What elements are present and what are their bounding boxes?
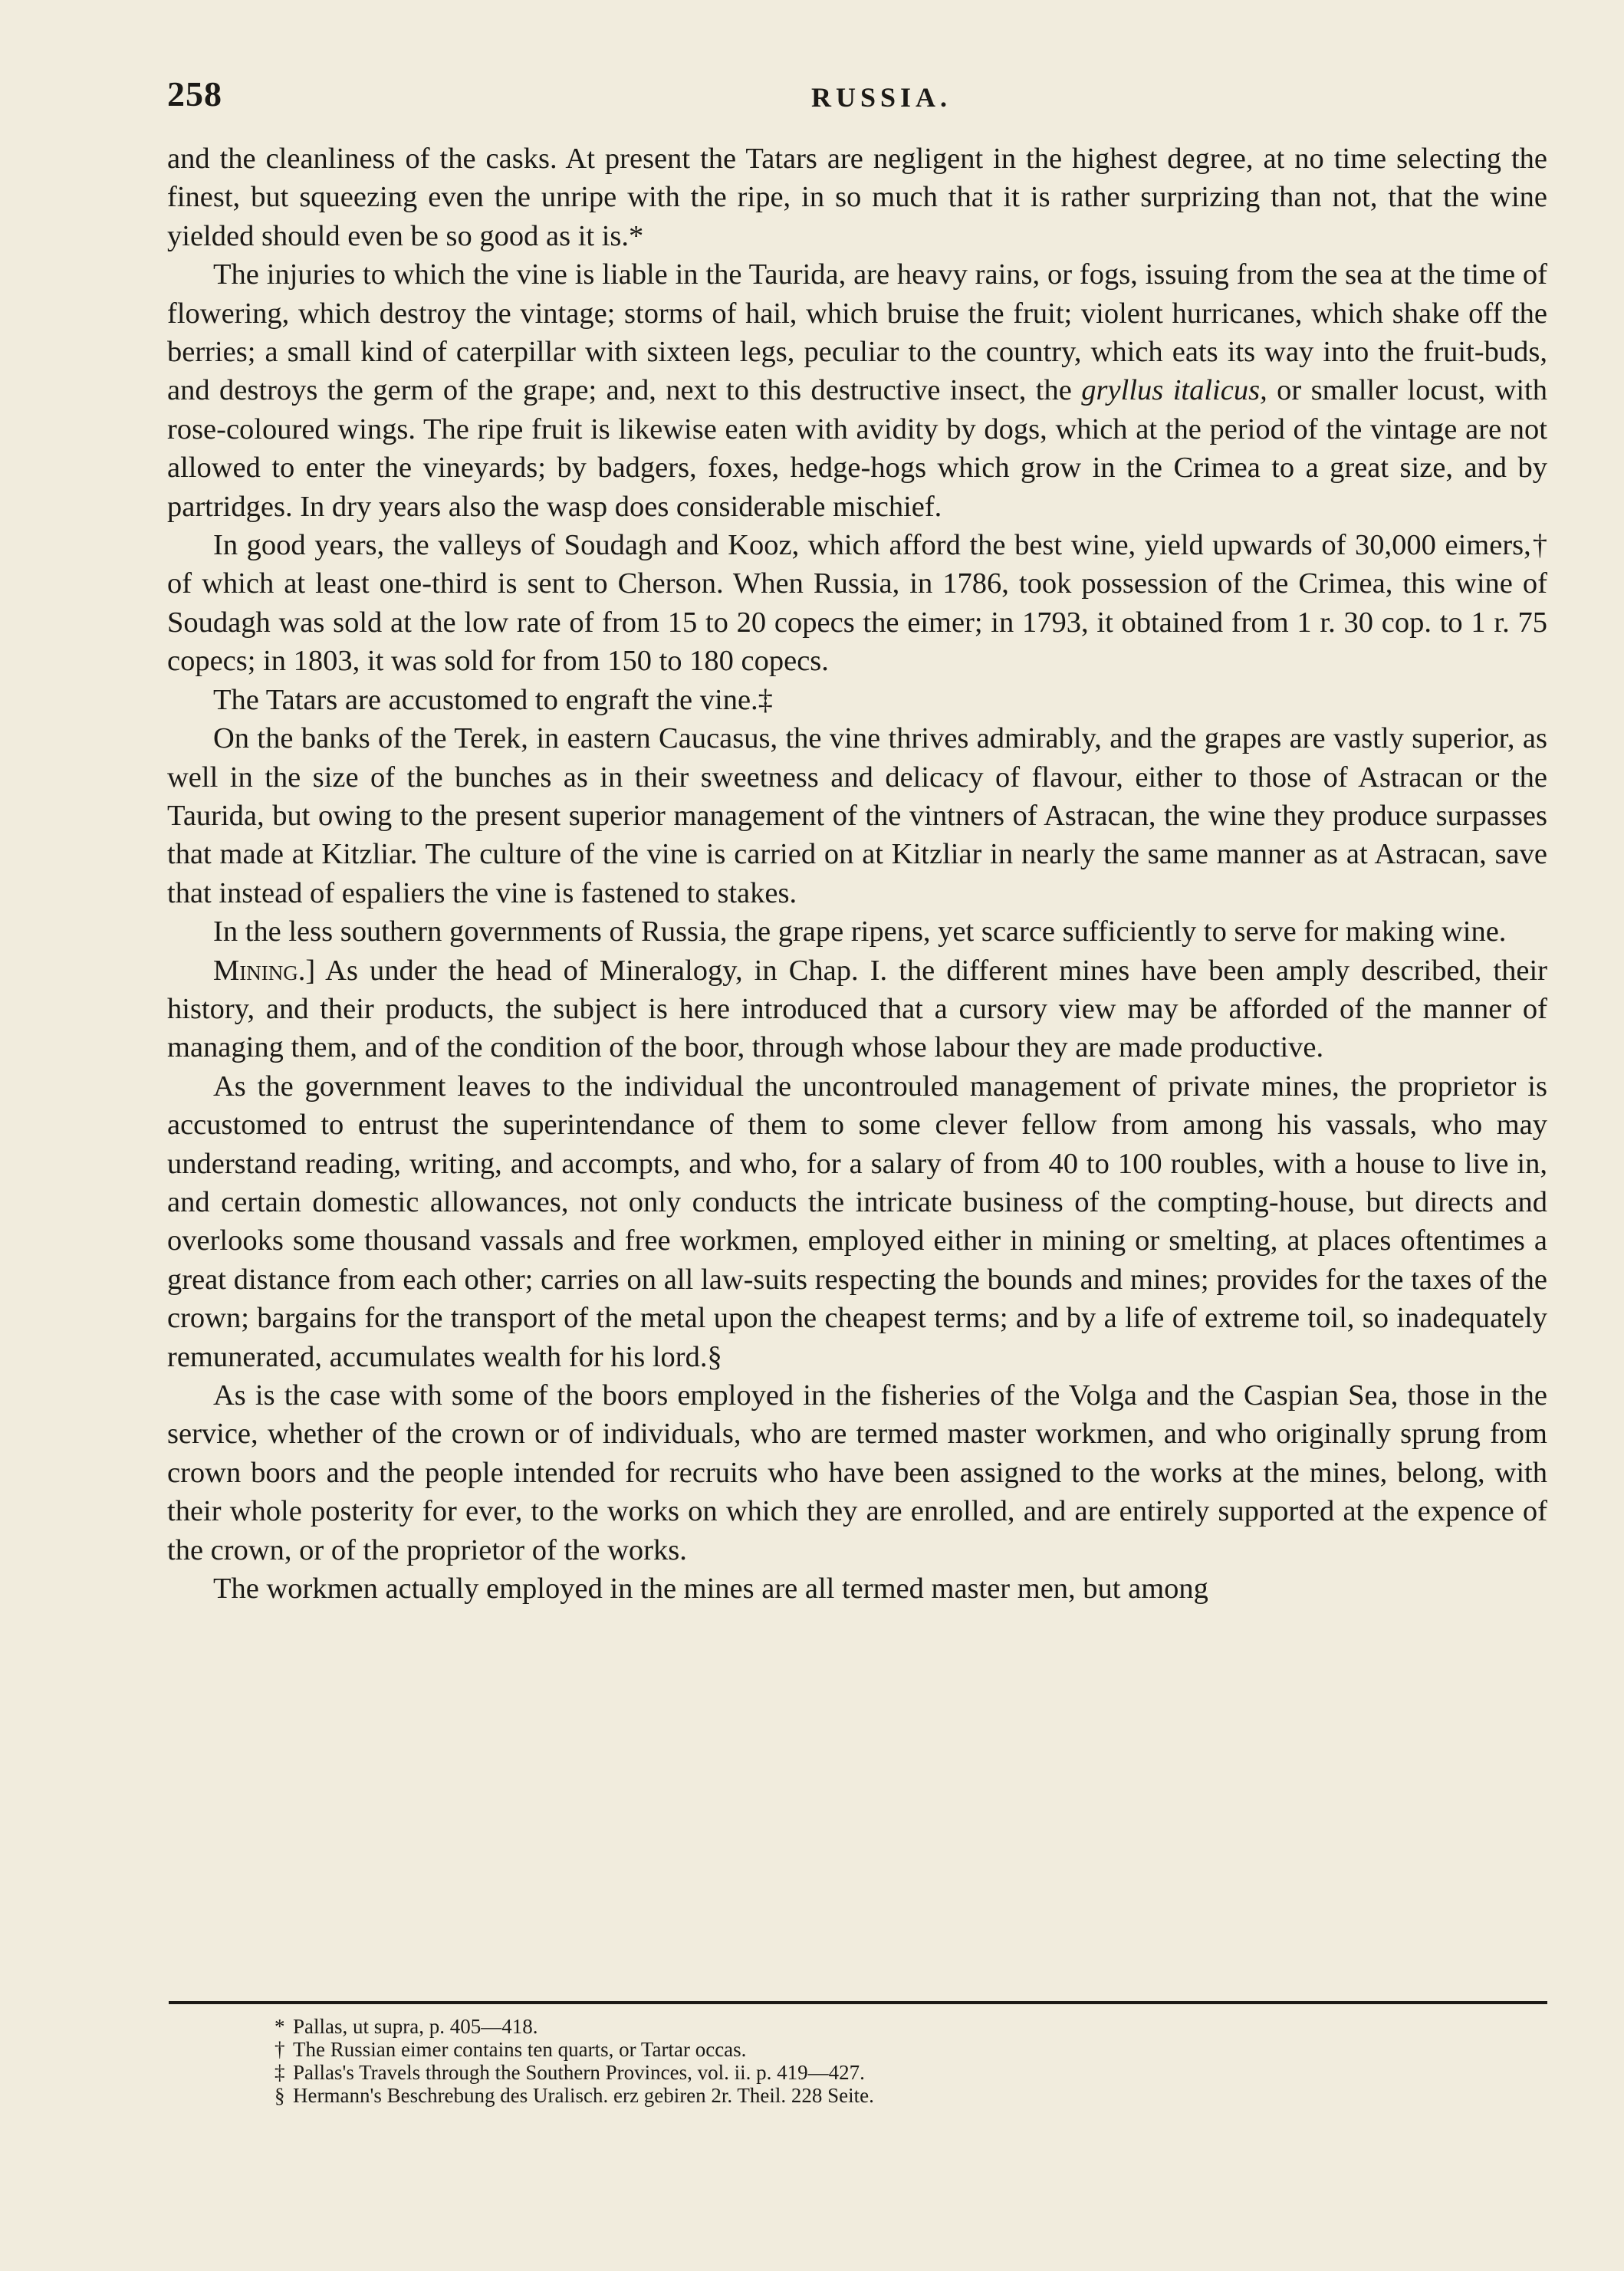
paragraph-2 [167, 255, 1547, 526]
paragraph-3: In good years, the valleys of Soudagh and Kooz, which afford the best wine, yield upwards of 30,000 eimers,† of which at least one-third is sent to Cherson. When Russia, in 1786, took possession of the Crimea, this wine of Soudagh was sold at the low rate of from 15 to 20 copecs the eimer; in 1793, it obtained from 1 r. 30 cop. to 1 r. 75 copecs; in 1803, it was sold for from 150 to 180 copecs. [167, 529, 1547, 678]
paragraph-10: The workmen actually employed in the mines are all termed master men, but among [213, 1573, 1208, 1605]
footnote-mark: * [275, 2015, 285, 2038]
paragraph-7-text: As under the head of Mineralogy, in Chap. I. the different mines have been amply described, their history, and their products, the subject is here introduced that a cursory view may be afforded of the manner of managing them, and of the condition of the boor, through whose labour they are made productive. [167, 954, 1547, 1064]
footnotes [275, 2015, 1425, 2107]
footnote-4 [275, 2084, 1425, 2107]
footnote-text: Pallas, ut supra, p. 405—418. [293, 2015, 538, 2038]
footnote-2 [275, 2038, 1425, 2061]
paragraph-2-text-a: The injuries to which the vine is liable in the Taurida, are heavy rains, or fogs, issuing from the sea at the time of flowering, which destroy the vintage; storms of hail, which bruise the fruit; violent hurricanes, which shake off the berries; a small kind of caterpillar with sixteen legs, peculiar to the country, which eats its way into the fruit-buds, and destroys the germ of the grape; and, next to this destructive insect, the [167, 258, 1547, 407]
paragraph-5: On the banks of the Terek, in eastern Caucasus, the vine thrives admirably, and the grapes are vastly superior, as well in the size of the bunches as in their sweetness and delicacy of flavour, either to those of Astracan or the Taurida, but owing to the present superior management of the vintners of Astracan, the wine they produce surpasses that made at Kitzliar. The culture of the vine is carried on at Kitzliar in nearly the same manner as at Astracan, save that instead of espaliers the vine is fastened to stakes. [167, 722, 1547, 909]
paragraph-7 [167, 951, 1547, 1067]
section-heading-mining: Mining.] [213, 954, 316, 987]
footnote-3 [275, 2061, 1425, 2084]
paragraph-6: In the less southern governments of Russia, the grape ripens, yet scarce sufficiently to serve for making wine. [213, 915, 1507, 948]
footnote-text: Pallas's Travels through the Southern Provinces, vol. ii. p. 419—427. [293, 2061, 865, 2084]
running-head [167, 74, 1547, 120]
paragraph-9: As is the case with some of the boors employed in the fisheries of the Volga and the Caspian Sea, those in the service, whether of the crown or of individuals, who are termed master workmen, and who originally sprung from crown boors and the people intended for recruits who have been assigned to the works at the mines, belong, with their whole posterity for ever, to the works on which they are enrolled, and are entirely supported at the expence of the crown, or of the proprietor of the works. [167, 1379, 1547, 1566]
footnote-rule [169, 2001, 1547, 2004]
footnote-mark: ‡ [275, 2061, 285, 2084]
footnote-mark: § [275, 2084, 285, 2107]
body-text [167, 140, 1547, 1608]
footnote-text: Hermann's Beschrebung des Uralisch. erz gebiren 2r. Theil. 228 Seite. [293, 2084, 874, 2107]
running-title: RUSSIA. [811, 82, 952, 113]
page-number: 258 [167, 74, 222, 113]
footnote-mark: † [275, 2038, 285, 2061]
paragraph-4: The Tatars are accustomed to engraft the vine.‡ [213, 683, 773, 716]
paragraph-1: and the cleanliness of the casks. At present the Tatars are negligent in the highest degree, at no time selecting the finest, but squeezing even the unripe with the ripe, in so much that it is rather surprizing than not, that the wine yielded should even be so good as it is.* [167, 143, 1547, 252]
footnote-text: The Russian eimer contains ten quarts, or Tartar occas. [293, 2038, 747, 2061]
paragraph-2-text-b: or smaller locust, with rose-coloured wings. The ripe fruit is likewise eaten with avidity by dogs, which at the period of the vintage are not allowed to enter the vineyards; by badgers, foxes, hedge-hogs which grow in the Crimea to a great size, and by partridges. In dry years also the wasp does considerable mischief. [167, 374, 1547, 523]
paragraph-8: As the government leaves to the individual the uncontrouled management of private mines, the proprietor is accustomed to entrust the superintendance of them to some clever fellow from among his vassals, who may understand reading, writing, and accompts, and who, for a salary of from 40 to 100 roubles, with a house to live in, and certain domestic allowances, not only conducts the intricate business of the compting-house, but directs and overlooks some thousand vassals and free workmen, employed either in mining or smelting, at places oftentimes a great distance from each other; carries on all law-suits respecting the bounds and mines; provides for the taxes of the crown; bargains for the transport of the metal upon the cheapest terms; and by a life of extreme toil, so inadequately remunerated, accumulates wealth for his lord.§ [167, 1070, 1547, 1373]
paragraph-2-latin-name: gryllus italicus, [1081, 374, 1267, 407]
footnote-1 [275, 2015, 1425, 2038]
